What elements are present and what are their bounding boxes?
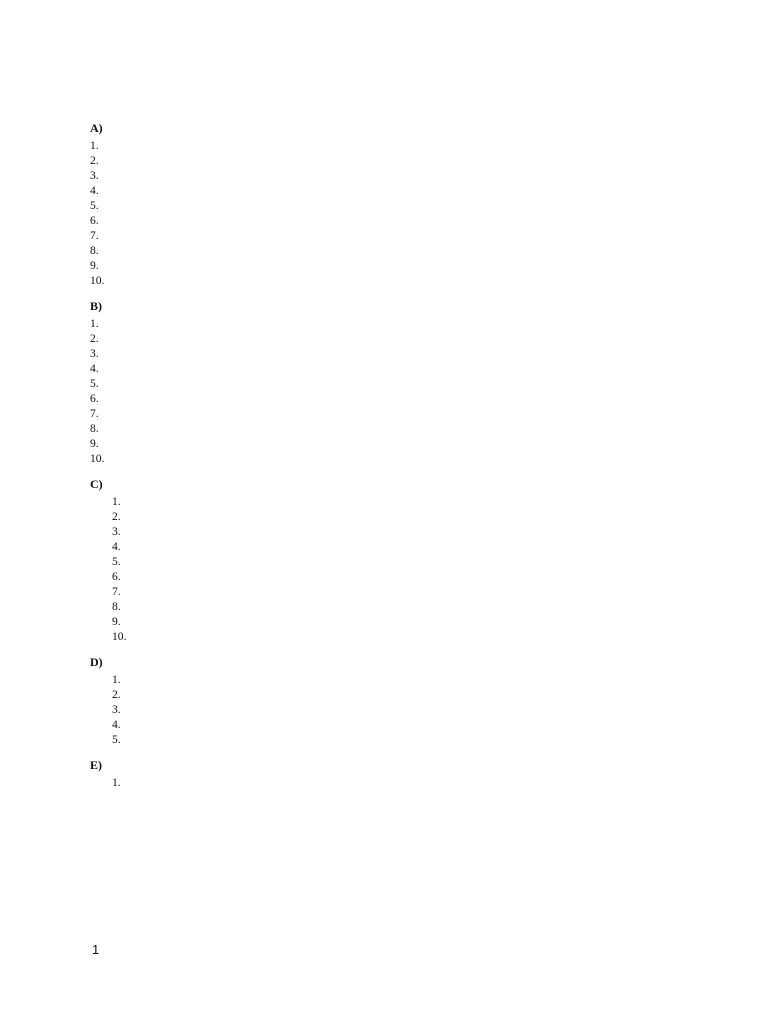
- section-label: E): [90, 758, 102, 772]
- item-number: 5.: [90, 199, 99, 212]
- item-number: 4.: [90, 184, 99, 197]
- item-number: 8.: [90, 244, 99, 257]
- section: [90, 655, 698, 747]
- list-item: [90, 138, 698, 153]
- item-text: [108, 376, 698, 391]
- item-number: 10.: [112, 630, 127, 643]
- item-number: 4.: [112, 540, 121, 553]
- list-item: [90, 168, 698, 183]
- item-number: 5.: [90, 377, 99, 390]
- item-number: 1.: [112, 776, 121, 789]
- item-text: [136, 717, 698, 732]
- section-label: D): [90, 655, 103, 669]
- item-text: [108, 346, 698, 361]
- item-text: [136, 554, 698, 569]
- list-item: [90, 346, 698, 361]
- item-text: [136, 524, 698, 539]
- item-number: 1.: [90, 317, 99, 330]
- item-number: 7.: [112, 585, 121, 598]
- list-item: [90, 451, 698, 466]
- item-number: 9.: [90, 437, 99, 450]
- item-number: 10.: [90, 452, 105, 465]
- item-text: [136, 629, 698, 644]
- list-item: [90, 732, 698, 747]
- list-item: [90, 376, 698, 391]
- item-number: 4.: [112, 718, 121, 731]
- item-number: 8.: [112, 600, 121, 613]
- item-text: [136, 687, 698, 702]
- item-text: [108, 138, 698, 153]
- list-item: [90, 584, 698, 599]
- list-item: [90, 183, 698, 198]
- item-text: [108, 273, 698, 288]
- list-item: [90, 524, 698, 539]
- item-number: 9.: [112, 615, 121, 628]
- list-item: [90, 614, 698, 629]
- item-number: 9.: [90, 259, 99, 272]
- item-text: [108, 213, 698, 228]
- item-number: 1.: [112, 495, 121, 508]
- item-text: [108, 406, 698, 421]
- page-number: 1: [92, 942, 100, 957]
- item-number: 3.: [112, 525, 121, 538]
- item-text: [108, 391, 698, 406]
- list-item: [90, 775, 698, 790]
- item-number: 2.: [90, 154, 99, 167]
- item-number: 10.: [90, 274, 105, 287]
- item-text: [108, 316, 698, 331]
- item-text: [136, 539, 698, 554]
- list-item: [90, 569, 698, 584]
- item-text: [108, 153, 698, 168]
- list-item: [90, 421, 698, 436]
- item-number: 2.: [90, 332, 99, 345]
- item-number: 6.: [112, 570, 121, 583]
- section: [90, 121, 698, 288]
- list-item: [90, 436, 698, 451]
- item-text: [108, 421, 698, 436]
- section-label: C): [90, 477, 103, 491]
- list-item: [90, 629, 698, 644]
- item-number: 6.: [90, 214, 99, 227]
- section-label: A): [90, 121, 103, 135]
- item-number: 4.: [90, 362, 99, 375]
- list-item: [90, 316, 698, 331]
- list-item: [90, 391, 698, 406]
- item-text: [136, 775, 698, 790]
- item-number: 5.: [112, 733, 121, 746]
- section: [90, 758, 698, 790]
- item-text: [136, 509, 698, 524]
- item-text: [108, 243, 698, 258]
- list-item: [90, 554, 698, 569]
- section-label: B): [90, 299, 102, 313]
- list-item: [90, 258, 698, 273]
- item-text: [136, 599, 698, 614]
- item-number: 1.: [112, 673, 121, 686]
- item-text: [108, 436, 698, 451]
- list-item: [90, 198, 698, 213]
- item-text: [108, 451, 698, 466]
- list-item: [90, 213, 698, 228]
- item-number: 6.: [90, 392, 99, 405]
- item-number: 2.: [112, 510, 121, 523]
- item-number: 3.: [112, 703, 121, 716]
- list-item: [90, 243, 698, 258]
- list-item: [90, 599, 698, 614]
- item-text: [136, 494, 698, 509]
- list-item: [90, 494, 698, 509]
- item-text: [108, 331, 698, 346]
- section: [90, 299, 698, 466]
- item-text: [136, 584, 698, 599]
- item-text: [136, 702, 698, 717]
- list-item: [90, 228, 698, 243]
- section: [90, 477, 698, 644]
- item-number: 5.: [112, 555, 121, 568]
- item-text: [108, 168, 698, 183]
- item-text: [136, 569, 698, 584]
- item-number: 7.: [90, 407, 99, 420]
- item-text: [108, 228, 698, 243]
- list-item: [90, 687, 698, 702]
- item-number: 3.: [90, 169, 99, 182]
- list-item: [90, 702, 698, 717]
- item-number: 2.: [112, 688, 121, 701]
- list-item: [90, 406, 698, 421]
- list-item: [90, 672, 698, 687]
- document-title: [90, 92, 698, 107]
- list-item: [90, 717, 698, 732]
- item-number: 8.: [90, 422, 99, 435]
- list-item: [90, 273, 698, 288]
- list-item: [90, 153, 698, 168]
- list-item: [90, 509, 698, 524]
- sections-container: [90, 121, 698, 790]
- item-text: [108, 183, 698, 198]
- item-number: 7.: [90, 229, 99, 242]
- list-item: [90, 361, 698, 376]
- item-number: 3.: [90, 347, 99, 360]
- item-number: 1.: [90, 139, 99, 152]
- list-item: [90, 539, 698, 554]
- item-text: [108, 258, 698, 273]
- item-text: [136, 732, 698, 747]
- item-text: [136, 614, 698, 629]
- item-text: [136, 672, 698, 687]
- list-item: [90, 331, 698, 346]
- item-text: [108, 361, 698, 376]
- item-text: [108, 198, 698, 213]
